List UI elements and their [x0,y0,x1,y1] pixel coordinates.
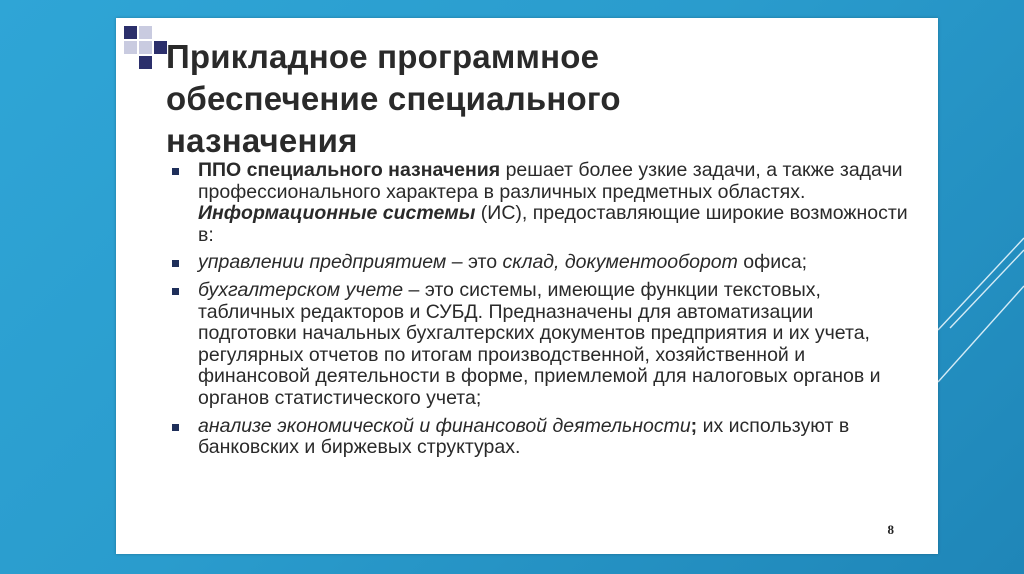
bullet-text-run: Информационные системы [198,202,476,225]
bullet-list [168,160,908,465]
bullet-text-run: ППО специального назначения [198,159,501,181]
title-line: назначения [166,122,358,159]
page-number: 8 [887,522,894,537]
square-bullet-icon [172,260,179,267]
bullet-text-run: бухгалтерском учете [198,278,404,301]
bullet-text-run: ; [690,414,698,437]
bullet-text-run: (ИС), предоставляющие широкие возможности в: [198,202,908,246]
square-bullet-icon [172,168,179,175]
slide-panel [116,18,938,554]
bullet-text-run: офиса; [737,251,808,274]
bullet-item [168,416,908,459]
title-line: Прикладное программное [166,38,600,75]
bullet-item [168,160,908,246]
slide-title [166,36,866,162]
bullet-text-run: управлении предприятием [198,251,447,274]
square-bullet-icon [172,288,179,295]
bullet-text-run: их используют в банковских и биржевых структурах. [198,414,850,459]
bullet-text-run: решает более узкие задачи, а также задачи профессионального характера в различных предметных областях. [198,159,903,203]
square-bullet-icon [172,424,179,431]
bullet-item [168,252,908,274]
bullet-text-run: анализе экономической и финансовой деятельности [198,414,691,437]
bullet-text-run: – это [446,251,503,274]
bullet-item [168,280,908,410]
bullet-text-run: склад, документооборот [502,251,738,274]
title-line: обеспечение специального [166,80,621,117]
bullet-text-run: – это системы, имеющие функции текстовых, табличных редакторов и СУБД. Предназначены для автоматизации подготовки начальных бухгалтерских документов предприятия и их учета, регулярных отчетов по итогам производственной, хозяйственной и финансовой деятельности в форме, приемлемой для налоговых органов и органов статистического учета; [198,278,881,409]
